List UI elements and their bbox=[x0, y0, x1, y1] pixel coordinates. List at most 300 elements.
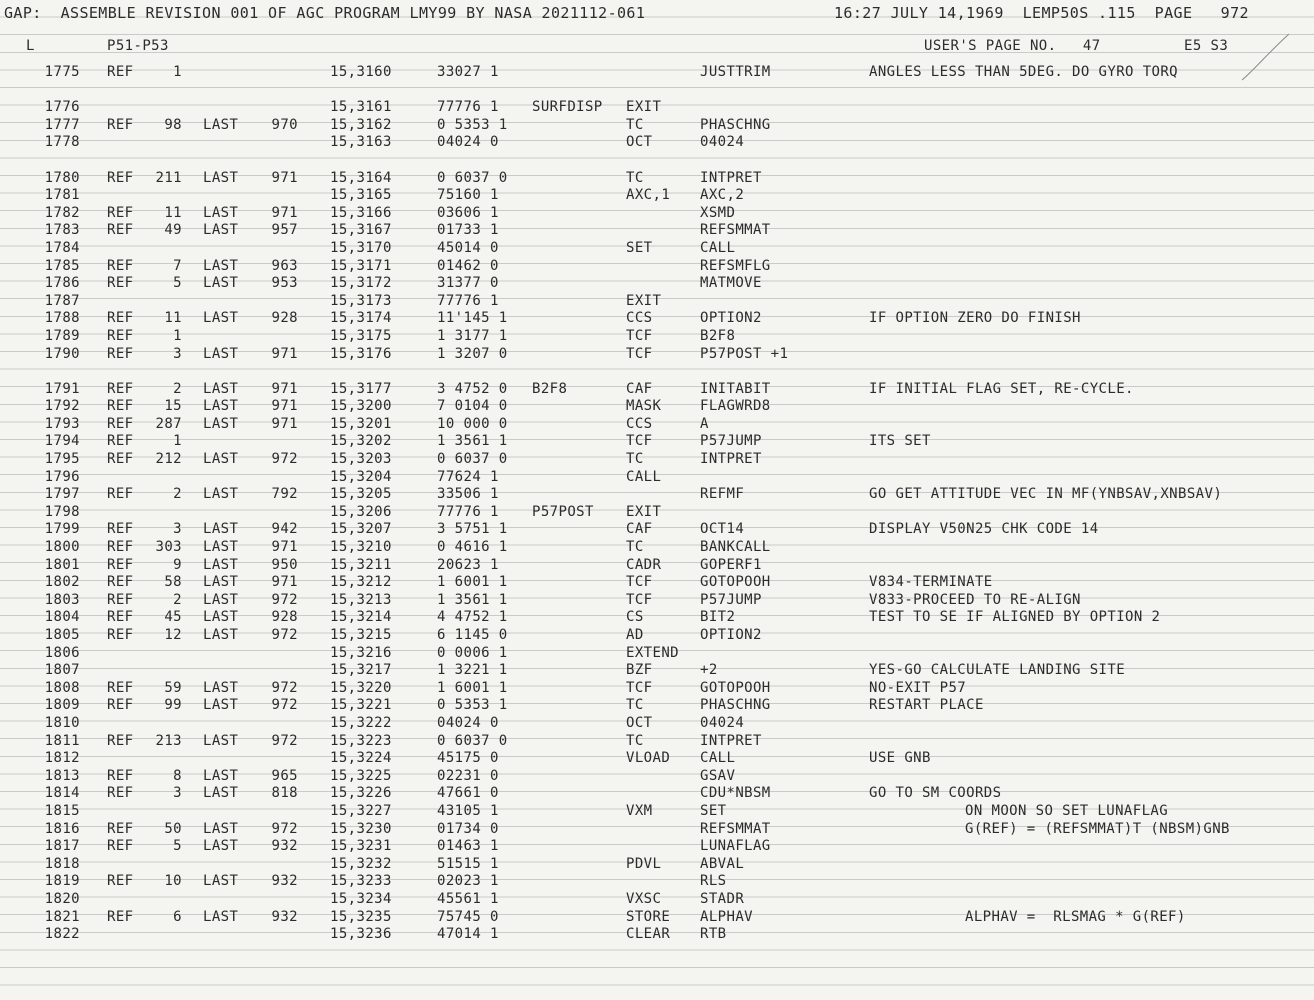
octal-code: 45561 1 bbox=[437, 890, 499, 907]
opcode: CADR bbox=[626, 556, 662, 573]
line-number: 1786 bbox=[44, 275, 80, 292]
listing-line bbox=[0, 521, 1314, 539]
address: 15,3176 bbox=[330, 345, 392, 362]
line-number: 1776 bbox=[44, 99, 80, 116]
listing-line bbox=[0, 785, 1314, 803]
comment: USE GNB bbox=[869, 750, 931, 767]
label: SURFDISP bbox=[532, 99, 603, 116]
operand: BANKCALL bbox=[700, 539, 771, 556]
address: 15,3212 bbox=[330, 574, 392, 591]
line-number: 1782 bbox=[44, 204, 80, 221]
line-number: 1817 bbox=[44, 838, 80, 855]
ref-keyword: REF bbox=[107, 767, 134, 784]
listing-line bbox=[0, 803, 1314, 821]
ref-keyword: REF bbox=[107, 222, 134, 239]
opcode: MASK bbox=[626, 398, 662, 415]
ref-number: 5 bbox=[173, 275, 182, 292]
address: 15,3162 bbox=[330, 116, 392, 133]
address: 15,3235 bbox=[330, 908, 392, 925]
blank-line bbox=[0, 82, 1314, 100]
last-number: 971 bbox=[271, 398, 298, 415]
listing-line bbox=[0, 662, 1314, 680]
address: 15,3204 bbox=[330, 468, 392, 485]
comment: GO TO SM COORDS bbox=[869, 785, 1002, 802]
operand: CDU*NBSM bbox=[700, 785, 771, 802]
last-keyword: LAST bbox=[203, 697, 239, 714]
last-keyword: LAST bbox=[203, 820, 239, 837]
ref-number: 2 bbox=[173, 486, 182, 503]
ref-number: 2 bbox=[173, 380, 182, 397]
opcode: PDVL bbox=[626, 855, 662, 872]
address: 15,3226 bbox=[330, 785, 392, 802]
octal-code: 01733 1 bbox=[437, 222, 499, 239]
comment: ANGLES LESS THAN 5DEG. DO GYRO TORQ bbox=[869, 64, 1179, 80]
comment: DISPLAY V50N25 CHK CODE 14 bbox=[869, 521, 1099, 538]
line-number: 1813 bbox=[44, 767, 80, 784]
octal-code: 02231 0 bbox=[437, 767, 499, 784]
listing-line bbox=[0, 310, 1314, 328]
listing-line bbox=[0, 258, 1314, 276]
line-number: 1809 bbox=[44, 697, 80, 714]
operand: PHASCHNG bbox=[700, 697, 771, 714]
comment: V834-TERMINATE bbox=[869, 574, 993, 591]
last-keyword: LAST bbox=[203, 521, 239, 538]
line-number: 1798 bbox=[44, 503, 80, 520]
address: 15,3165 bbox=[330, 187, 392, 204]
ref-number: 303 bbox=[155, 539, 182, 556]
operand: GSAV bbox=[700, 767, 736, 784]
opcode: TC bbox=[626, 116, 644, 133]
listing-line bbox=[0, 645, 1314, 663]
octal-code: 51515 1 bbox=[437, 855, 499, 872]
line-number: 1805 bbox=[44, 627, 80, 643]
listing-line bbox=[0, 909, 1314, 927]
ref-number: 211 bbox=[155, 169, 182, 186]
line-number: 1799 bbox=[44, 521, 80, 538]
last-keyword: LAST bbox=[203, 732, 239, 749]
listing-line bbox=[0, 346, 1314, 364]
page-header bbox=[0, 4, 1314, 22]
listing-rows bbox=[0, 64, 1314, 944]
last-number: 928 bbox=[271, 609, 298, 626]
ref-number: 2 bbox=[173, 591, 182, 608]
octal-code: 0 6037 0 bbox=[437, 169, 508, 186]
ref-number: 45 bbox=[164, 609, 182, 626]
octal-code: 1 3561 1 bbox=[437, 433, 508, 450]
listing-line bbox=[0, 592, 1314, 610]
last-keyword: LAST bbox=[203, 556, 239, 573]
listing-line bbox=[0, 205, 1314, 223]
operand: LUNAFLAG bbox=[700, 838, 771, 855]
octal-code: 33027 1 bbox=[437, 64, 499, 80]
operand: A bbox=[700, 415, 709, 432]
ref-keyword: REF bbox=[107, 521, 134, 538]
address: 15,3232 bbox=[330, 855, 392, 872]
octal-code: 43105 1 bbox=[437, 802, 499, 819]
operand: ALPHAV bbox=[700, 908, 753, 925]
octal-code: 1 3561 1 bbox=[437, 591, 508, 608]
line-number: 1816 bbox=[44, 820, 80, 837]
last-keyword: LAST bbox=[203, 785, 239, 802]
last-keyword: LAST bbox=[203, 679, 239, 696]
octal-code: 04024 0 bbox=[437, 134, 499, 151]
opcode: OCT bbox=[626, 714, 653, 731]
ref-number: 7 bbox=[173, 257, 182, 274]
address: 15,3175 bbox=[330, 327, 392, 344]
line-number: 1783 bbox=[44, 222, 80, 239]
opcode: TCF bbox=[626, 433, 653, 450]
listing-line bbox=[0, 117, 1314, 135]
octal-code: 04024 0 bbox=[437, 714, 499, 731]
address: 15,3220 bbox=[330, 679, 392, 696]
line-number: 1804 bbox=[44, 609, 80, 626]
opcode: TCF bbox=[626, 591, 653, 608]
listing-line bbox=[0, 469, 1314, 487]
ref-number: 287 bbox=[155, 415, 182, 432]
address: 15,3225 bbox=[330, 767, 392, 784]
ref-number: 1 bbox=[173, 64, 182, 80]
line-number: 1814 bbox=[44, 785, 80, 802]
address: 15,3174 bbox=[330, 310, 392, 327]
operand: OPTION2 bbox=[700, 310, 762, 327]
listing-line bbox=[0, 750, 1314, 768]
ref-number: 212 bbox=[155, 451, 182, 468]
listing-line bbox=[0, 240, 1314, 258]
operand: INTPRET bbox=[700, 732, 762, 749]
address: 15,3206 bbox=[330, 503, 392, 520]
ref-number: 3 bbox=[173, 521, 182, 538]
ref-keyword: REF bbox=[107, 873, 134, 890]
ref-number: 6 bbox=[173, 908, 182, 925]
last-number: 971 bbox=[271, 574, 298, 591]
operand: CALL bbox=[700, 239, 736, 256]
octal-code: 10 000 0 bbox=[437, 415, 508, 432]
listing-line bbox=[0, 416, 1314, 434]
address: 15,3160 bbox=[330, 64, 392, 80]
last-keyword: LAST bbox=[203, 204, 239, 221]
comment: IF INITIAL FLAG SET, RE-CYCLE. bbox=[869, 380, 1134, 397]
line-number: 1790 bbox=[44, 345, 80, 362]
label: B2F8 bbox=[532, 380, 568, 397]
last-number: 957 bbox=[271, 222, 298, 239]
ref-keyword: REF bbox=[107, 679, 134, 696]
address: 15,3223 bbox=[330, 732, 392, 749]
opcode: VLOAD bbox=[626, 750, 671, 767]
operand: GOTOPOOH bbox=[700, 679, 771, 696]
operand: REFSMFLG bbox=[700, 257, 771, 274]
listing-line bbox=[0, 821, 1314, 839]
operand: OPTION2 bbox=[700, 627, 762, 643]
last-keyword: LAST bbox=[203, 222, 239, 239]
operand: ABVAL bbox=[700, 855, 745, 872]
opcode: CLEAR bbox=[626, 926, 671, 943]
last-keyword: LAST bbox=[203, 767, 239, 784]
last-keyword: LAST bbox=[203, 257, 239, 274]
opcode: TC bbox=[626, 697, 644, 714]
line-number: 1780 bbox=[44, 169, 80, 186]
listing-line bbox=[0, 64, 1314, 82]
address: 15,3171 bbox=[330, 257, 392, 274]
listing-line bbox=[0, 715, 1314, 733]
address: 15,3224 bbox=[330, 750, 392, 767]
line-number: 1793 bbox=[44, 415, 80, 432]
address: 15,3214 bbox=[330, 609, 392, 626]
listing-line bbox=[0, 838, 1314, 856]
address: 15,3202 bbox=[330, 433, 392, 450]
octal-code: 45175 0 bbox=[437, 750, 499, 767]
last-number: 818 bbox=[271, 785, 298, 802]
address: 15,3211 bbox=[330, 556, 392, 573]
opcode: CCS bbox=[626, 415, 653, 432]
line-number: 1778 bbox=[44, 134, 80, 151]
listing-line bbox=[0, 99, 1314, 117]
operand: STADR bbox=[700, 890, 745, 907]
listing-line bbox=[0, 134, 1314, 152]
line-number: 1820 bbox=[44, 890, 80, 907]
last-keyword: LAST bbox=[203, 591, 239, 608]
last-number: 971 bbox=[271, 204, 298, 221]
operand: PHASCHNG bbox=[700, 116, 771, 133]
ref-keyword: REF bbox=[107, 415, 134, 432]
last-keyword: LAST bbox=[203, 380, 239, 397]
octal-code: 3 5751 1 bbox=[437, 521, 508, 538]
listing-line bbox=[0, 680, 1314, 698]
last-keyword: LAST bbox=[203, 873, 239, 890]
octal-code: 01463 1 bbox=[437, 838, 499, 855]
last-keyword: LAST bbox=[203, 398, 239, 415]
opcode: TC bbox=[626, 732, 644, 749]
address: 15,3213 bbox=[330, 591, 392, 608]
opcode: SET bbox=[626, 239, 653, 256]
comment: TEST TO SE IF ALIGNED BY OPTION 2 bbox=[869, 609, 1161, 626]
last-number: 971 bbox=[271, 539, 298, 556]
octal-code: 47014 1 bbox=[437, 926, 499, 943]
line-number: 1810 bbox=[44, 714, 80, 731]
octal-code: 1 3177 1 bbox=[437, 327, 508, 344]
opcode: CS bbox=[626, 609, 644, 626]
octal-code: 4 4752 1 bbox=[437, 609, 508, 626]
ref-number: 10 bbox=[164, 873, 182, 890]
ref-keyword: REF bbox=[107, 574, 134, 591]
line-number: 1789 bbox=[44, 327, 80, 344]
ref-number: 1 bbox=[173, 433, 182, 450]
address: 15,3200 bbox=[330, 398, 392, 415]
comment: GO GET ATTITUDE VEC IN MF(YNBSAV,XNBSAV) bbox=[869, 486, 1223, 503]
listing-line bbox=[0, 627, 1314, 645]
opcode: TC bbox=[626, 539, 644, 556]
operand: INITABIT bbox=[700, 380, 771, 397]
listing-mark: L bbox=[26, 38, 35, 54]
last-number: 971 bbox=[271, 415, 298, 432]
address: 15,3230 bbox=[330, 820, 392, 837]
ref-number: 11 bbox=[164, 204, 182, 221]
listing-line bbox=[0, 275, 1314, 293]
octal-code: 01462 0 bbox=[437, 257, 499, 274]
ref-number: 98 bbox=[164, 116, 182, 133]
last-keyword: LAST bbox=[203, 486, 239, 503]
opcode: OCT bbox=[626, 134, 653, 151]
line-number: 1818 bbox=[44, 855, 80, 872]
listing-line bbox=[0, 873, 1314, 891]
ref-keyword: REF bbox=[107, 169, 134, 186]
address: 15,3236 bbox=[330, 926, 392, 943]
listing-line bbox=[0, 222, 1314, 240]
header-date-page: 16:27 JULY 14,1969 LEMP50S .115 PAGE 972 bbox=[834, 4, 1249, 22]
address: 15,3215 bbox=[330, 627, 392, 643]
last-number: 970 bbox=[271, 116, 298, 133]
ref-keyword: REF bbox=[107, 627, 134, 643]
operand: +2 bbox=[700, 662, 718, 679]
line-number: 1803 bbox=[44, 591, 80, 608]
octal-code: 0 5353 1 bbox=[437, 116, 508, 133]
line-number: 1807 bbox=[44, 662, 80, 679]
comment: ITS SET bbox=[869, 433, 931, 450]
operand: SET bbox=[700, 802, 727, 819]
ref-keyword: REF bbox=[107, 556, 134, 573]
ref-keyword: REF bbox=[107, 327, 134, 344]
octal-code: 0 0006 1 bbox=[437, 644, 508, 661]
line-number: 1821 bbox=[44, 908, 80, 925]
address: 15,3203 bbox=[330, 451, 392, 468]
octal-code: 03606 1 bbox=[437, 204, 499, 221]
operand: 04024 bbox=[700, 714, 745, 731]
octal-code: 1 3221 1 bbox=[437, 662, 508, 679]
operand: REFSMMAT bbox=[700, 820, 771, 837]
address: 15,3234 bbox=[330, 890, 392, 907]
operand: JUSTTRIM bbox=[700, 64, 771, 80]
listing-line bbox=[0, 539, 1314, 557]
address: 15,3216 bbox=[330, 644, 392, 661]
line-number: 1775 bbox=[44, 64, 80, 80]
user-page-number: USER'S PAGE NO. 47 bbox=[924, 38, 1101, 54]
operand: CALL bbox=[700, 750, 736, 767]
address: 15,3205 bbox=[330, 486, 392, 503]
ref-number: 5 bbox=[173, 838, 182, 855]
address: 15,3217 bbox=[330, 662, 392, 679]
last-number: 963 bbox=[271, 257, 298, 274]
octal-code: 33506 1 bbox=[437, 486, 499, 503]
ref-keyword: REF bbox=[107, 116, 134, 133]
ref-number: 1 bbox=[173, 327, 182, 344]
ref-keyword: REF bbox=[107, 785, 134, 802]
operand: MATMOVE bbox=[700, 275, 762, 292]
ref-number: 11 bbox=[164, 310, 182, 327]
operand: BIT2 bbox=[700, 609, 736, 626]
ref-keyword: REF bbox=[107, 345, 134, 362]
octal-code: 6 1145 0 bbox=[437, 627, 508, 643]
last-keyword: LAST bbox=[203, 539, 239, 556]
listing-line bbox=[0, 733, 1314, 751]
listing-line bbox=[0, 856, 1314, 874]
opcode: TC bbox=[626, 451, 644, 468]
operand: P57POST +1 bbox=[700, 345, 789, 362]
opcode: BZF bbox=[626, 662, 653, 679]
address: 15,3201 bbox=[330, 415, 392, 432]
line-number: 1787 bbox=[44, 292, 80, 309]
last-keyword: LAST bbox=[203, 310, 239, 327]
ref-keyword: REF bbox=[107, 433, 134, 450]
octal-code: 1 6001 1 bbox=[437, 679, 508, 696]
opcode: TCF bbox=[626, 679, 653, 696]
section-name: P51-P53 bbox=[107, 38, 169, 54]
address: 15,3161 bbox=[330, 99, 392, 116]
line-number: 1788 bbox=[44, 310, 80, 327]
comment: ALPHAV = RLSMAG * G(REF) bbox=[965, 908, 1186, 925]
listing-line bbox=[0, 451, 1314, 469]
address: 15,3166 bbox=[330, 204, 392, 221]
last-number: 972 bbox=[271, 697, 298, 714]
opcode: TCF bbox=[626, 327, 653, 344]
operand: FLAGWRD8 bbox=[700, 398, 771, 415]
listing-line bbox=[0, 328, 1314, 346]
opcode: VXM bbox=[626, 802, 653, 819]
ref-number: 59 bbox=[164, 679, 182, 696]
ref-keyword: REF bbox=[107, 908, 134, 925]
ref-number: 9 bbox=[173, 556, 182, 573]
ref-keyword: REF bbox=[107, 310, 134, 327]
last-number: 932 bbox=[271, 873, 298, 890]
comment: G(REF) = (REFSMMAT)T (NBSM)GNB bbox=[965, 820, 1230, 837]
header-assembly-info: GAP: ASSEMBLE REVISION 001 OF AGC PROGRAM LMY99 BY NASA 2021112-061 bbox=[4, 4, 646, 22]
address: 15,3177 bbox=[330, 380, 392, 397]
operand: REFSMMAT bbox=[700, 222, 771, 239]
ref-number: 58 bbox=[164, 574, 182, 591]
ref-number: 8 bbox=[173, 767, 182, 784]
comment: V833-PROCEED TO RE-ALIGN bbox=[869, 591, 1081, 608]
octal-code: 20623 1 bbox=[437, 556, 499, 573]
octal-code: 0 6037 0 bbox=[437, 451, 508, 468]
opcode: CALL bbox=[626, 468, 662, 485]
blank-line bbox=[0, 152, 1314, 170]
ref-keyword: REF bbox=[107, 204, 134, 221]
last-keyword: LAST bbox=[203, 415, 239, 432]
comment: YES-GO CALCULATE LANDING SITE bbox=[869, 662, 1126, 679]
octal-code: 7 0104 0 bbox=[437, 398, 508, 415]
ref-number: 3 bbox=[173, 345, 182, 362]
comment: IF OPTION ZERO DO FINISH bbox=[869, 310, 1081, 327]
ref-keyword: REF bbox=[107, 398, 134, 415]
last-keyword: LAST bbox=[203, 627, 239, 643]
ref-keyword: REF bbox=[107, 838, 134, 855]
ref-keyword: REF bbox=[107, 257, 134, 274]
operand: P57JUMP bbox=[700, 591, 762, 608]
ref-keyword: REF bbox=[107, 732, 134, 749]
line-number: 1822 bbox=[44, 926, 80, 943]
opcode: AXC,1 bbox=[626, 187, 671, 204]
last-number: 932 bbox=[271, 908, 298, 925]
octal-code: 1 6001 1 bbox=[437, 574, 508, 591]
address: 15,3231 bbox=[330, 838, 392, 855]
line-number: 1815 bbox=[44, 802, 80, 819]
address: 15,3167 bbox=[330, 222, 392, 239]
ref-keyword: REF bbox=[107, 539, 134, 556]
last-number: 972 bbox=[271, 732, 298, 749]
last-number: 950 bbox=[271, 556, 298, 573]
operand: INTPRET bbox=[700, 451, 762, 468]
line-number: 1797 bbox=[44, 486, 80, 503]
listing-line bbox=[0, 187, 1314, 205]
ref-keyword: REF bbox=[107, 609, 134, 626]
ref-number: 50 bbox=[164, 820, 182, 837]
listing-line bbox=[0, 574, 1314, 592]
line-number: 1800 bbox=[44, 539, 80, 556]
ref-number: 15 bbox=[164, 398, 182, 415]
address: 15,3233 bbox=[330, 873, 392, 890]
ref-keyword: REF bbox=[107, 486, 134, 503]
operand: RLS bbox=[700, 873, 727, 890]
opcode: TC bbox=[626, 169, 644, 186]
line-number: 1808 bbox=[44, 679, 80, 696]
